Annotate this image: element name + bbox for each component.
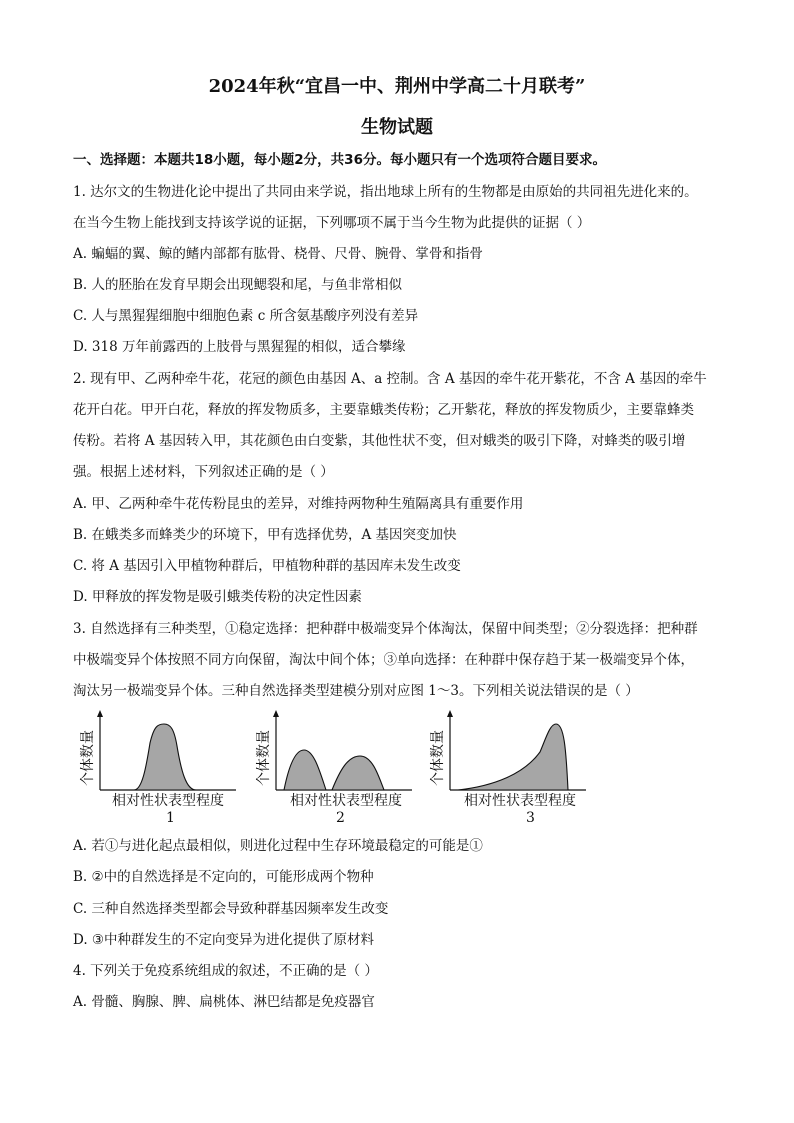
y-axis-arrow — [273, 710, 279, 717]
y-axis-arrow — [97, 710, 103, 717]
q2-stem-line: 花开白花。甲开白花，释放的挥发物质多，主要靠蛾类传粉；乙开紫花，释放的挥发物质少，主要靠蜂类 — [73, 402, 694, 418]
section-heading: 一、选择题：本题共18小题，每小题2分，共36分。每小题只有一个选项符合题目要求。 — [73, 152, 606, 168]
figure-2-xlabel: 相对性状表型程度 — [290, 793, 402, 809]
y-axis-arrow — [447, 710, 453, 717]
y-axis-label-text: 个体数量 — [430, 730, 446, 786]
q4-stem-line: 4. 下列关于免疫系统组成的叙述，不正确的是（ ） — [73, 963, 378, 979]
q2-option-a: A. 甲、乙两种牵牛花传粉昆虫的差异，对维持两物种生殖隔离具有重要作用 — [73, 496, 524, 512]
distribution-curve-1 — [134, 724, 196, 790]
q3-stem-line: 3. 自然选择有三种类型，①稳定选择：把种群中极端变异个体淘汰，保留中间类型；②分裂选择：把种群 — [73, 621, 698, 637]
figure-3-xlabel: 相对性状表型程度 — [464, 793, 576, 809]
q2-stem-line: 强。根据上述材料，下列叙述正确的是（ ） — [73, 464, 334, 480]
q3-option-c: C. 三种自然选择类型都会导致种群基因频率发生改变 — [73, 901, 389, 917]
figure-1 — [74, 708, 244, 828]
q3-stem-line: 中极端变异个体按照不同方向保留，淘汰中间个体；③单向选择：在种群中保存趋于某一极端变异个体， — [73, 652, 694, 668]
q2-option-d: D. 甲释放的挥发物是吸引蛾类传粉的决定性因素 — [73, 589, 362, 605]
distribution-curve-2-left — [284, 750, 326, 790]
y-axis-label — [79, 730, 96, 786]
q1-option-a: A. 蝙蝠的翼、鲸的鳍内部都有肱骨、桡骨、尺骨、腕骨、掌骨和指骨 — [73, 246, 483, 262]
q2-stem-line: 传粉。若将 A 基因转入甲，其花颜色由白变紫，其他性状不变，但对蛾类的吸引下降，对蜂类的吸引增 — [73, 433, 686, 449]
figure-1-xlabel: 相对性状表型程度 — [112, 793, 224, 809]
q3-option-a: A. 若①与进化起点最相似，则进化过程中生存环境最稳定的可能是① — [73, 838, 483, 854]
q1-option-c: C. 人与黑猩猩细胞中细胞色素 c 所含氨基酸序列没有差异 — [73, 308, 419, 324]
exam-title: 2024年秋“宜昌一中、荆州中学高二十月联考” — [208, 76, 586, 97]
figure-3 — [424, 708, 594, 828]
distribution-curve-2-right — [332, 756, 384, 790]
q2-stem-line: 2. 现有甲、乙两种牵牛花，花冠的颜色由基因 A、a 控制。含 A 基因的牵牛花开紫花，不含 A 基因的牵牛 — [73, 371, 707, 387]
q1-stem-line: 在当今生物上能找到支持该学说的证据，下列哪项不属于当今生物为此提供的证据（ ） — [73, 215, 591, 231]
distribution-curve-3 — [458, 724, 568, 790]
figure-2 — [250, 708, 420, 828]
figure-2-number: 2 — [336, 810, 345, 826]
q2-option-b: B. 在蛾类多而蜂类少的环境下，甲有选择优势，A 基因突变加快 — [73, 527, 457, 543]
figure-1-number: 1 — [166, 810, 175, 826]
q1-stem-line: 1. 达尔文的生物进化论中提出了共同由来学说，指出地球上所有的生物都是由原始的共同祖先进化来的。 — [73, 184, 698, 200]
q1-option-b: B. 人的胚胎在发育早期会出现鳃裂和尾，与鱼非常相似 — [73, 277, 403, 293]
y-axis-label-text: 个体数量 — [80, 730, 96, 786]
exam-subtitle: 生物试题 — [361, 117, 433, 138]
q3-option-d: D. ③中种群发生的不定向变异为进化提供了原材料 — [73, 932, 375, 948]
y-axis-label-text: 个体数量 — [256, 730, 272, 786]
figure-3-number: 3 — [526, 810, 535, 826]
q2-option-c: C. 将 A 基因引入甲植物种群后，甲植物种群的基因库未发生改变 — [73, 558, 461, 574]
q3-option-b: B. ②中的自然选择是不定向的，可能形成两个物种 — [73, 869, 374, 885]
q1-option-d: D. 318 万年前露西的上肢骨与黑猩猩的相似，适合攀缘 — [73, 339, 406, 355]
q4-option-a: A. 骨髓、胸腺、脾、扁桃体、淋巴结都是免疫器官 — [73, 994, 375, 1010]
q3-stem-line: 淘汰另一极端变异个体。三种自然选择类型建模分别对应图 1～3。下列相关说法错误的是（ ） — [73, 683, 639, 699]
